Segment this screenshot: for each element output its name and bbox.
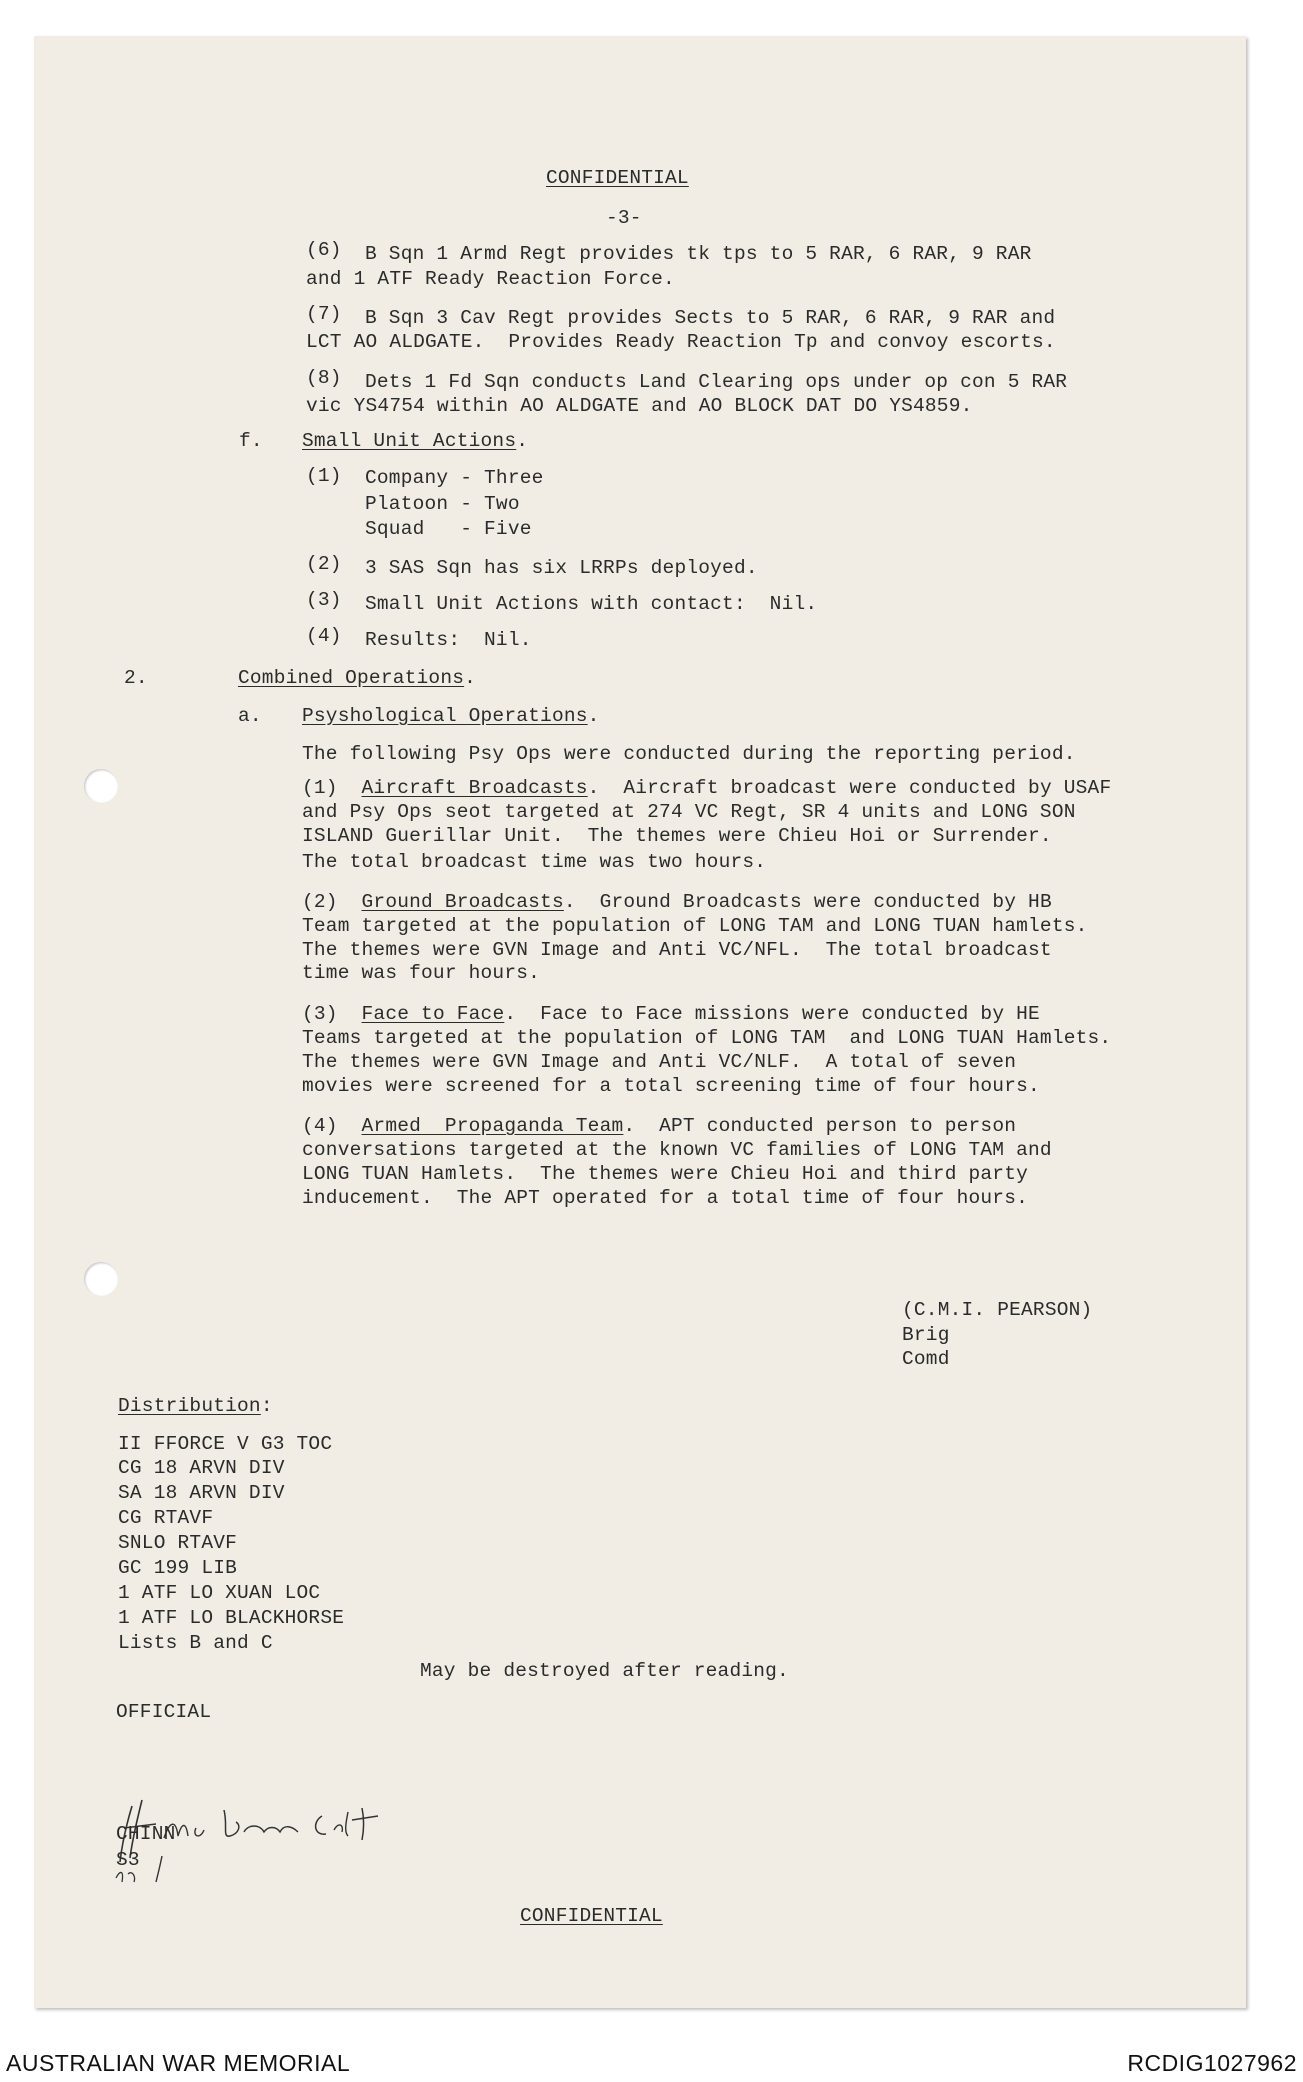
psy-item-3-number: (3) (302, 1003, 338, 1025)
psy-item-4-number: (4) (302, 1115, 338, 1137)
psy-item-3-line-1: . Face to Face missions were conducted by HE (504, 1003, 1040, 1025)
item-6-line-2: and 1 ATF Ready Reaction Force. (306, 268, 675, 290)
psy-item-4-row (302, 1114, 1016, 1138)
signatory-appointment: Comd (902, 1348, 950, 1370)
psy-item-3-row (302, 1002, 1040, 1026)
item-7-line-2: LCT AO ALDGATE. Provides Ready Reaction Tp and convoy escorts. (306, 331, 1056, 353)
psy-item-1-line-2: and Psy Ops seot targeted at 274 VC Regt, SR 4 units and LONG SON (302, 801, 1076, 823)
distribution-item: CG 18 ARVN DIV (118, 1457, 285, 1479)
psy-item-3-line-4: movies were screened for a total screening time of four hours. (302, 1075, 1040, 1097)
psy-item-1-row (302, 776, 1111, 800)
signatory-name: (C.M.I. PEARSON) (902, 1299, 1093, 1321)
psy-item-3-line-3: The themes were GVN Image and Anti VC/NLF. A total of seven (302, 1051, 1017, 1073)
item-6-line-1: B Sqn 1 Armd Regt provides tk tps to 5 RAR, 6 RAR, 9 RAR (365, 243, 1032, 265)
distribution-item: Lists B and C (118, 1632, 273, 1654)
distribution-heading-punct: : (260, 1395, 273, 1417)
psy-item-2-title: Ground Broadcasts (361, 891, 564, 913)
para-2a-heading-punct: . (587, 705, 600, 727)
psy-item-1-line-1: . Aircraft broadcast were conducted by USAF (587, 777, 1112, 799)
psy-item-3-line-2: Teams targeted at the population of LONG TAM and LONG TUAN Hamlets. (302, 1027, 1112, 1049)
psyops-intro: The following Psy Ops were conducted during the reporting period. (302, 743, 1076, 765)
para-2-heading-row (238, 666, 476, 690)
psy-item-4-title: Armed Propaganda Team (361, 1115, 624, 1137)
f-item-1-number: (1) (306, 465, 342, 487)
footer-classification: CONFIDENTIAL (520, 1905, 663, 1927)
distribution-item: II FFORCE V G3 TOC (118, 1433, 333, 1455)
psy-item-2-line-2: Team targeted at the population of LONG TAM and LONG TUAN hamlets. (302, 915, 1088, 937)
psy-item-1-line-4: The total broadcast time was two hours. (302, 851, 767, 873)
item-7-number: (7) (306, 303, 342, 325)
page-number: -3- (606, 207, 642, 229)
official-appointment: S3 (116, 1849, 140, 1871)
f-item-1-line-1: Company - Three (365, 467, 544, 489)
f-item-3-number: (3) (306, 589, 342, 611)
para-2-heading-punct: . (464, 667, 477, 689)
f-item-2-text: 3 SAS Sqn has six LRRPs deployed. (365, 557, 758, 579)
psy-item-2-line-1: . Ground Broadcasts were conducted by HB (563, 891, 1052, 913)
psy-item-2-row (302, 890, 1052, 914)
f-item-2-number: (2) (306, 553, 342, 575)
item-6-number: (6) (306, 239, 342, 261)
distribution-item: GC 199 LIB (118, 1557, 238, 1579)
psy-item-1-title: Aircraft Broadcasts (361, 777, 588, 799)
document-page (34, 36, 1246, 2008)
para-2-number: 2. (124, 667, 148, 689)
signatory-rank: Brig (902, 1324, 950, 1346)
psy-item-4-line-4: inducement. The APT operated for a total time of four hours. (302, 1187, 1029, 1209)
para-f-heading: Small Unit Actions (302, 430, 517, 452)
para-2a-heading: Psyshological Operations (302, 705, 588, 727)
psy-item-2-line-4: time was four hours. (302, 962, 541, 984)
psy-item-1-number: (1) (302, 777, 338, 799)
psy-item-4-line-1: . APT conducted person to person (623, 1115, 1017, 1137)
destroy-note: May be destroyed after reading. (420, 1660, 789, 1682)
para-f-heading-punct: . (516, 430, 529, 452)
para-2a-heading-row (302, 704, 600, 728)
psy-item-2-number: (2) (302, 891, 338, 913)
distribution-item: SNLO RTAVF (118, 1532, 238, 1554)
punch-hole-upper (84, 769, 118, 803)
item-8-line-1: Dets 1 Fd Sqn conducts Land Clearing ops under op con 5 RAR (365, 371, 1068, 393)
item-8-line-2: vic YS4754 within AO ALDGATE and AO BLOCK DAT DO YS4859. (306, 395, 973, 417)
para-2-heading: Combined Operations (238, 667, 465, 689)
header-classification: CONFIDENTIAL (546, 167, 689, 189)
psy-item-4-line-2: conversations targeted at the known VC families of LONG TAM and (302, 1139, 1052, 1161)
psy-item-3-title: Face to Face (361, 1003, 505, 1025)
distribution-heading: Distribution (118, 1395, 261, 1417)
item-8-number: (8) (306, 367, 342, 389)
archive-footer-right: RCDIG1027962 (1127, 2050, 1297, 2076)
psy-item-2-line-3: The themes were GVN Image and Anti VC/NFL. The total broadcast (302, 939, 1052, 961)
distribution-item: 1 ATF LO BLACKHORSE (118, 1607, 345, 1629)
official-label: OFFICIAL (116, 1701, 212, 1723)
f-item-4-number: (4) (306, 625, 342, 647)
punch-hole-lower (84, 1262, 118, 1296)
para-f-letter: f. (239, 430, 263, 452)
distribution-item: 1 ATF LO XUAN LOC (118, 1582, 321, 1604)
official-name: CHINN (116, 1823, 176, 1845)
psy-item-4-line-3: LONG TUAN Hamlets. The themes were Chieu Hoi and third party (302, 1163, 1029, 1185)
distribution-item: SA 18 ARVN DIV (118, 1482, 285, 1504)
archive-footer-left: AUSTRALIAN WAR MEMORIAL (6, 2050, 351, 2076)
f-item-1-line-2: Platoon - Two (365, 493, 520, 515)
psy-item-1-line-3: ISLAND Guerillar Unit. The themes were Chieu Hoi or Surrender. (302, 825, 1052, 847)
item-7-line-1: B Sqn 3 Cav Regt provides Sects to 5 RAR, 6 RAR, 9 RAR and (365, 307, 1056, 329)
distribution-heading-row (118, 1394, 273, 1418)
para-2a-letter: a. (238, 705, 262, 727)
f-item-4-text: Results: Nil. (365, 629, 532, 651)
para-f-heading-row (302, 429, 528, 453)
distribution-item: CG RTAVF (118, 1507, 214, 1529)
f-item-3-text: Small Unit Actions with contact: Nil. (365, 593, 818, 615)
f-item-1-line-3: Squad - Five (365, 518, 532, 540)
